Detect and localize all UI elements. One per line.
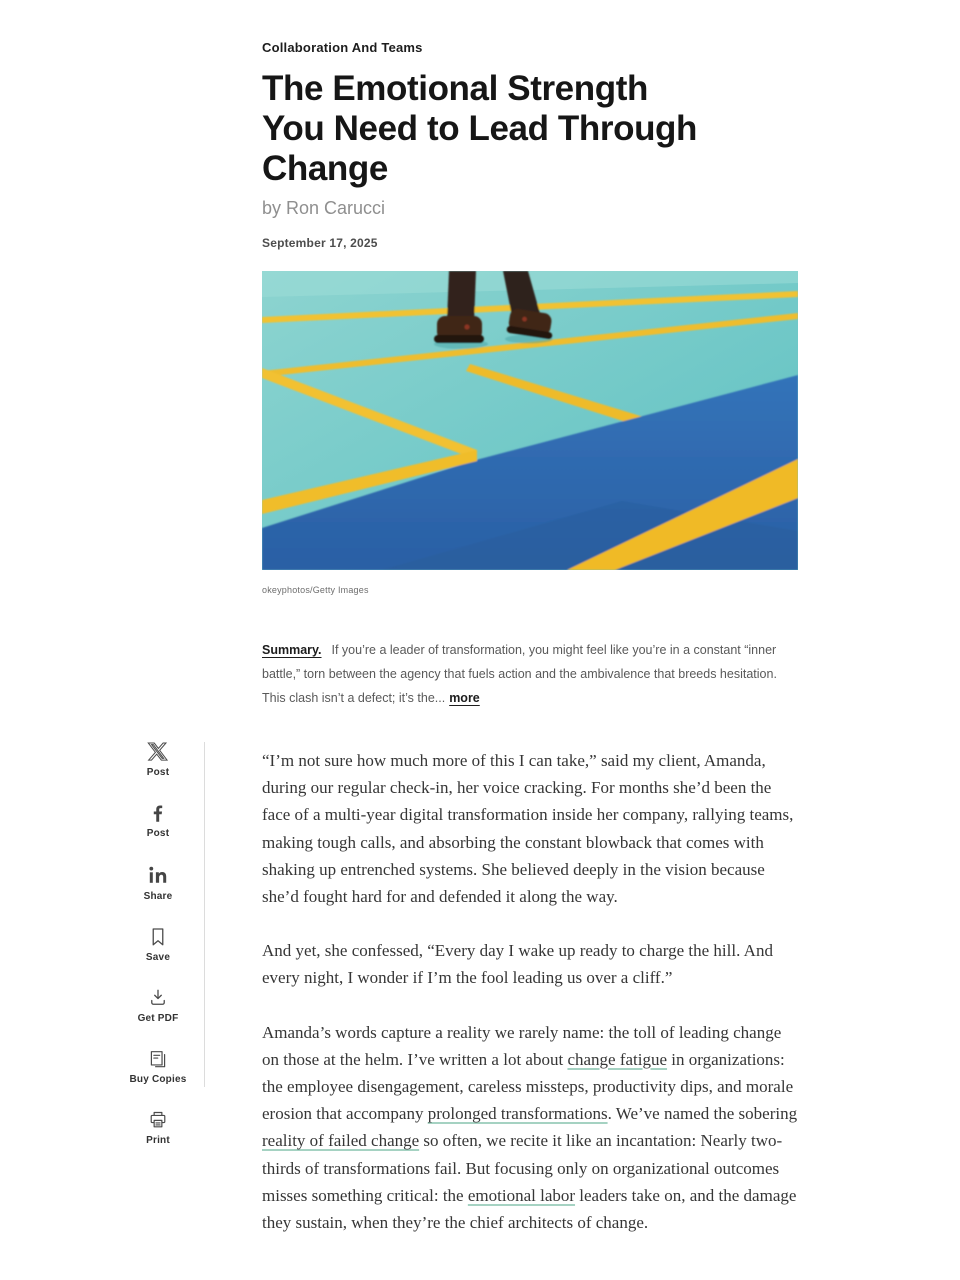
inline-link[interactable]: change fatigue: [567, 1049, 668, 1069]
x-icon: [147, 741, 169, 763]
share-label: Share: [143, 891, 173, 902]
summary-text: If you’re a leader of transformation, you might feel like you’re in a constant “inner battle,” torn between the agency that fuels action and the ambivalence that breeds hesitation. This clash isn’t a defect; it’s the...: [262, 643, 777, 705]
buy-copies-button[interactable]: [129, 1048, 186, 1085]
download-icon: [147, 987, 169, 1009]
article-paragraph: “I’m not sure how much more of this I can take,” said my client, Amanda, during our regular check-in, her voice cracking. For months she’d been the face of a multi-year digital transformation inside her company, rallying teams, making tough calls, and absorbing the constant blowback that comes with shaking up entrenched systems. She believed deeply in the vision because she’d fought hard for and defended it along the way.: [262, 751, 794, 907]
share-label: Post: [146, 828, 170, 839]
share-x-post-button[interactable]: [147, 741, 169, 778]
share-rail: [126, 741, 190, 1146]
copies-icon: [147, 1048, 169, 1070]
inline-link[interactable]: reality of failed change: [262, 1131, 420, 1151]
summary-more-link[interactable]: more: [449, 691, 480, 705]
print-button[interactable]: [146, 1109, 170, 1146]
save-button[interactable]: [146, 926, 170, 963]
author-link[interactable]: Ron Carucci: [286, 198, 386, 218]
share-label: Buy Copies: [129, 1074, 187, 1085]
topic-kicker[interactable]: Collaboration And Teams: [262, 40, 423, 55]
summary-label: Summary.: [262, 643, 322, 657]
image-credit: okeyphotos/Getty Images: [262, 585, 369, 595]
linkedin-icon: [146, 863, 170, 887]
share-label: Get PDF: [137, 1013, 179, 1024]
inline-link[interactable]: prolonged transformations: [427, 1104, 608, 1124]
share-linkedin-button[interactable]: [144, 863, 173, 902]
facebook-icon: [147, 802, 169, 824]
bookmark-icon: [147, 926, 169, 948]
article-paragraph: And yet, she confessed, “Every day I wake up ready to charge the hill. And every night, I wonder if I’m the fool leading us over a cliff.”: [262, 941, 773, 988]
summary-block: [262, 638, 798, 710]
person-legs: [447, 271, 476, 323]
share-facebook-post-button[interactable]: [147, 802, 169, 839]
page-title: The Emotional Strength You Need to Lead Through Change: [262, 69, 698, 188]
article-body: [262, 747, 798, 1236]
get-pdf-button[interactable]: [138, 987, 179, 1024]
share-label: Print: [146, 1135, 170, 1146]
hero-image: [262, 271, 798, 570]
share-label: Post: [146, 767, 170, 778]
rail-divider: [204, 742, 205, 1087]
share-label: Save: [145, 952, 171, 963]
publish-date: September 17, 2025: [262, 236, 378, 250]
article-column: [262, 0, 798, 1263]
article-paragraph: Amanda’s words capture a reality we rarely name: the toll of leading change on those at the helm. I’ve written a lot about change fatigue in organizations: the employee disengagement, careless missteps, productivity dips, and morale erosion that accompany prolonged transformations. We’ve named the sobering reality of failed change so often, we recite it like an incantation: Nearly two-thirds of transformations fail. But focusing only on organizational outcomes misses something critical: the emotional labor leaders take on, and the damage they sustain, when they’re the chief architects of change.: [262, 1022, 798, 1233]
printer-icon: [147, 1109, 169, 1131]
byline: by Ron Carucci: [262, 198, 386, 218]
inline-link[interactable]: emotional labor: [467, 1185, 576, 1205]
